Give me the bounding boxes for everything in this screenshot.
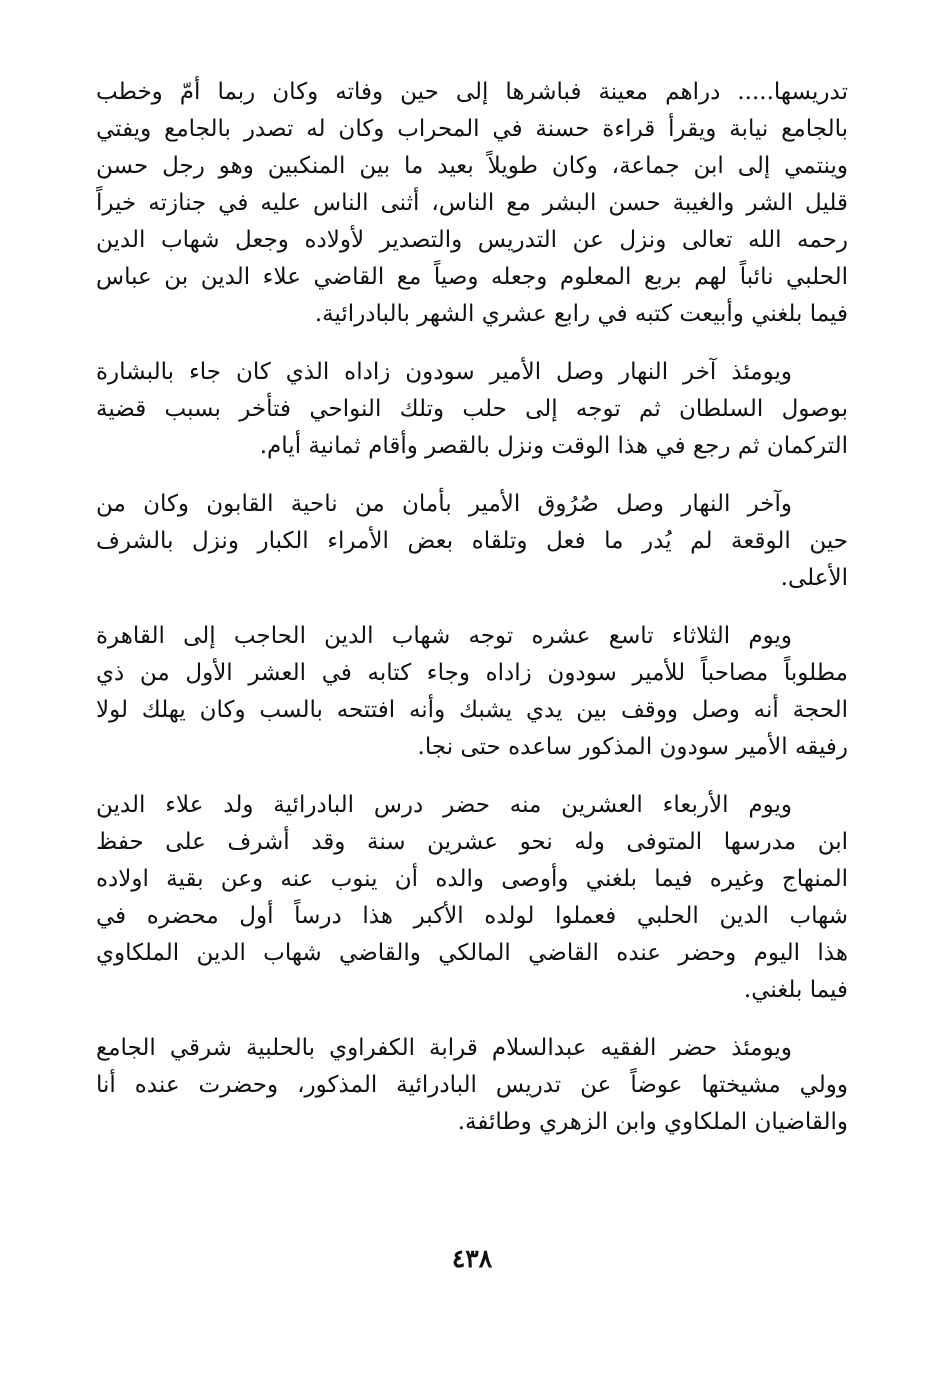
paragraph xyxy=(96,74,848,333)
text-line: الحجة أنه وصل ووقف بين يدي يشبك وأنه افتتحه بالسب وكان يهلك لولا xyxy=(96,697,848,723)
text-line: فيما بلغني. xyxy=(743,977,848,1003)
text-line: الأعلى. xyxy=(780,565,848,591)
text-line: ويوم الثلاثاء تاسع عشره توجه شهاب الدين الحاجب إلى القاهرة xyxy=(96,623,792,649)
text-line: قليل الشر والغيبة حسن البشر مع الناس، أثنى الناس عليه في جنازته خيراً xyxy=(96,190,848,216)
paragraph xyxy=(96,486,848,597)
text-line: وآخر النهار وصل صُرُوق الأمير بأمان من ناحية القابون وكان من xyxy=(96,491,792,517)
text-line: رفيقه الأمير سودون المذكور ساعده حتى نجا. xyxy=(417,734,848,760)
text-line: رحمه الله تعالى ونزل عن التدريس والتصدير لأولاده وجعل شهاب الدين xyxy=(96,227,848,253)
text-line: والقاضيان الملكاوي وابن الزهري وطائفة. xyxy=(457,1109,848,1135)
text-line: ويومئذ حضر الفقيه عبدالسلام قرابة الكفراوي بالحلبية شرقي الجامع xyxy=(96,1035,792,1061)
paragraph xyxy=(96,354,848,465)
text-line: ابن مدرسها المتوفى وله نحو عشرين سنة وقد أشرف على حفظ xyxy=(96,829,848,855)
text-line: فيما بلغني وأبيعت كتبه في رابع عشري الشهر بالبادرائية. xyxy=(314,301,848,327)
paragraph xyxy=(96,787,848,1009)
text-line: بوصول السلطان ثم توجه إلى حلب وتلك النواحي فتأخر بسبب قضية xyxy=(96,396,848,422)
text-line: ويوم الأربعاء العشرين منه حضر درس البادرائية ولد علاء الدين xyxy=(96,792,792,818)
text-line: وينتمي إلى ابن جماعة، وكان طويلاً بعيد ما بين المنكبين وهو رجل حسن xyxy=(96,153,848,179)
text-line: حين الوقعة لم يُدر ما فعل وتلقاه بعض الأمراء الكبار ونزل بالشرف xyxy=(96,528,848,554)
paragraph xyxy=(96,1030,848,1141)
text-line: الحلبي نائباً لهم بربع المعلوم وجعله وصياً مع القاضي علاء الدين بن عباس xyxy=(96,264,848,290)
text-line: بالجامع نيابة ويقرأ قراءة حسنة في المحراب وكان له تصدر بالجامع ويفتي xyxy=(96,116,848,142)
text-line: تدريسها..... دراهم معينة فباشرها إلى حين وفاته وكان ربما أمّ وخطب xyxy=(96,79,848,105)
text-line: شهاب الدين الحلبي فعملوا لولده الأكبر هذا درساً أول محضره في xyxy=(96,903,848,929)
text-line: مطلوباً مصاحباً للأمير سودون زاداه وجاء كتابه في العشر الأول من ذي xyxy=(96,660,848,686)
text-line: التركمان ثم رجع في هذا الوقت ونزل بالقصر وأقام ثمانية أيام. xyxy=(259,433,848,459)
body-text xyxy=(96,74,848,1162)
page-number: ٤٣٨ xyxy=(451,1244,493,1273)
text-line: ويومئذ آخر النهار وصل الأمير سودون زاداه الذي كان جاء بالبشارة xyxy=(96,359,792,385)
text-line: وولي مشيختها عوضاً عن تدريس البادرائية المذكور، وحضرت عنده أنا xyxy=(96,1072,848,1098)
text-line: المنهاج وغيره فيما بلغني وأوصى والده أن ينوب عنه وعن بقية اولاده xyxy=(96,866,848,892)
text-line: هذا اليوم وحضر عنده القاضي المالكي والقاضي شهاب الدين الملكاوي xyxy=(96,940,848,966)
paragraph xyxy=(96,618,848,766)
